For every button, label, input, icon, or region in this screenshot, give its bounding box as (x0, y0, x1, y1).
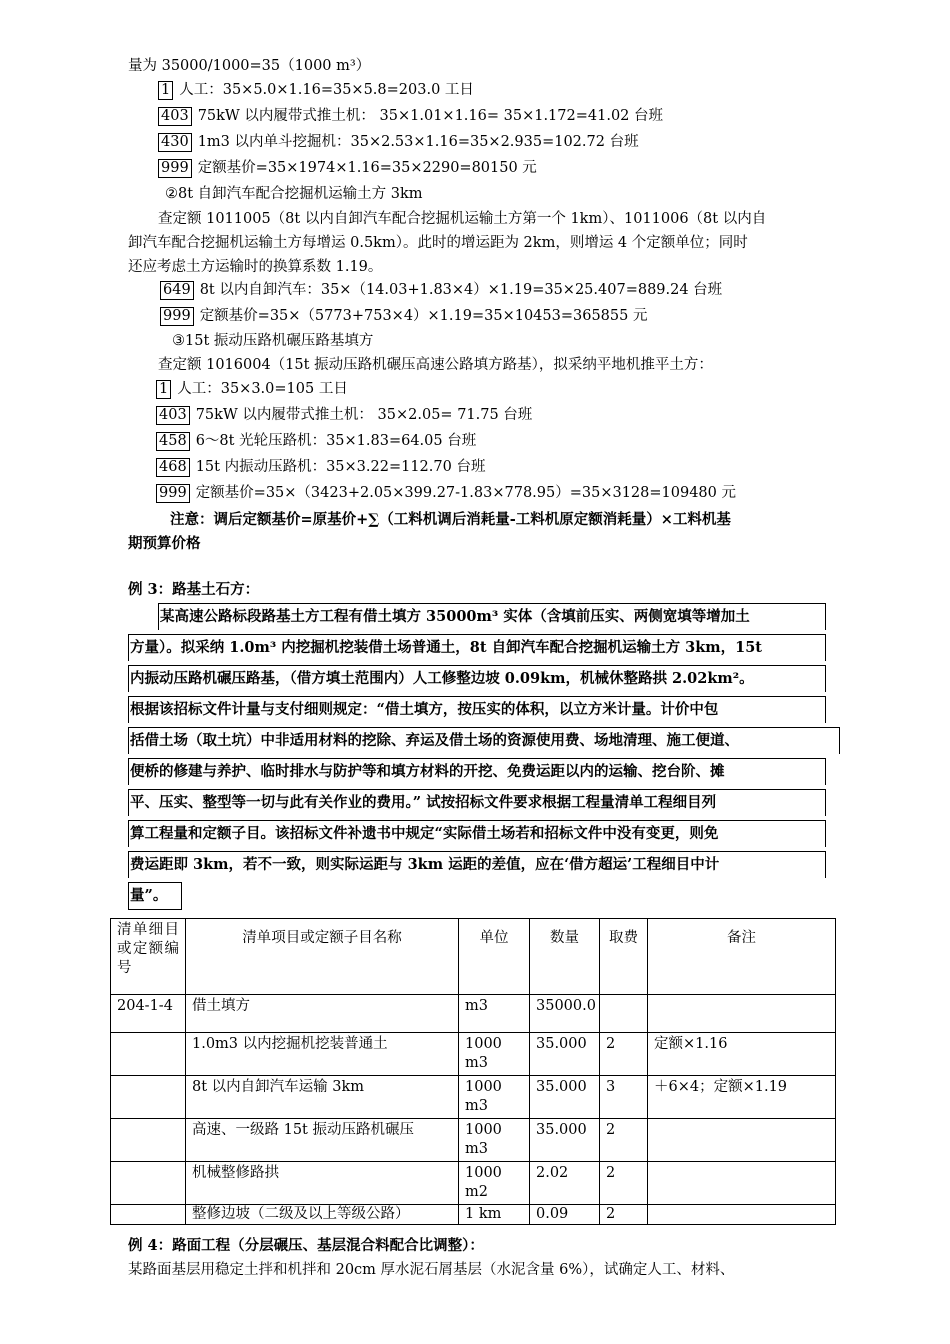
name-cell: 高速、一级路 15t 振动压路机碾压 (186, 1119, 459, 1162)
text-line: 还应考虑土方运输时的换算系数 1.19。 (128, 259, 383, 275)
calc-line (156, 483, 736, 503)
calc-line (156, 457, 485, 477)
problem-line: 内振动压路机碾压路基，（借方填土范围内）人工修整边坡 0.09km，机械休整路拱 2.02km²。 (128, 665, 826, 692)
qty-cell: 35000.0 (530, 995, 600, 1033)
calc-line (158, 106, 663, 126)
note-cell: 定额×1.16 (648, 1033, 836, 1076)
header-cell: 清单细目或定额编号 (111, 919, 186, 995)
quota-code: 1 (158, 81, 173, 100)
calc-text: 1m3 以内单斗挖掘机：35×2.53×1.16=35×2.935=102.72 台班 (197, 134, 639, 150)
code-cell: 204-1-4 (111, 995, 186, 1033)
code-cell (111, 1205, 186, 1225)
calc-line (160, 280, 722, 300)
quota-code: 468 (156, 458, 190, 477)
unit-cell: 1000 m3 (459, 1033, 530, 1076)
table-row (111, 1033, 836, 1076)
problem-line: 算工程量和定额子目。该招标文件补遗书中规定“实际借土场若和招标文件中没有变更，则免 (128, 820, 826, 847)
problem-line: 某高速公路标段路基土方工程有借土填方 35000m³ 实体（含填前压实、两侧宽填等增加土 (158, 603, 826, 630)
table-row (111, 1162, 836, 1205)
qty-cell: 2.02 (530, 1162, 600, 1205)
qty-cell: 0.09 (530, 1205, 600, 1225)
qty-cell: 35.000 (530, 1076, 600, 1119)
quota-code: 403 (158, 107, 192, 126)
table-row (111, 1119, 836, 1162)
calc-line (156, 379, 348, 399)
table-row (111, 995, 836, 1033)
calc-text: 75kW 以内履带式推土机： 35×2.05= 71.75 台班 (195, 407, 533, 423)
header-cell: 取费 (600, 919, 648, 995)
problem-line: 平、压实、整型等一切与此有关作业的费用。” 试按招标文件要求根据工程量清单工程细目列 (128, 789, 826, 816)
name-cell: 机械整修路拱 (186, 1162, 459, 1205)
qty-cell: 35.000 (530, 1033, 600, 1076)
unit-cell: m3 (459, 995, 530, 1033)
quota-code: 999 (158, 159, 192, 178)
quota-code: 403 (156, 406, 190, 425)
qty-cell: 35.000 (530, 1119, 600, 1162)
text-line: 卸汽车配合挖掘机运输土方每增运 0.5km）。此时的增运距为 2km，则增运 4 个定额单位；同时 (128, 235, 748, 251)
example-4-title: 例 4：路面工程（分层碾压、基层混合料配合比调整）： (128, 1237, 484, 1254)
name-cell: 1.0m3 以内挖掘机挖装普通土 (186, 1033, 459, 1076)
subsection-heading: ②8t 自卸汽车配合挖掘机运输土方 3km (165, 186, 423, 202)
table-header-row (111, 919, 836, 995)
code-cell (111, 1119, 186, 1162)
calc-line (158, 132, 639, 152)
text-line: 某路面基层用稳定土拌和机拌和 20cm 厚水泥石屑基层（水泥含量 6%），试确定人工、材料、 (128, 1262, 735, 1278)
quota-code: 458 (156, 432, 190, 451)
text-line: 量为 35000/1000=35（1000 m³） (128, 58, 371, 74)
problem-line: 便桥的修建与养护、临时排水与防护等和填方材料的开挖、免费运距以内的运输、挖台阶、摊 (128, 758, 826, 785)
subsection-heading: ③15t 振动压路机碾压路基填方 (172, 333, 374, 349)
example-3-title: 例 3：路基土石方： (128, 581, 260, 598)
note-line: 期预算价格 (128, 535, 201, 552)
fee-cell (600, 995, 648, 1033)
note-cell: ＋6×4；定额×1.19 (648, 1076, 836, 1119)
calc-text: 15t 内振动压路机：35×3.22=112.70 台班 (195, 459, 486, 475)
quantity-table (110, 918, 836, 1225)
note-cell (648, 995, 836, 1033)
problem-line: 量”。 (128, 882, 182, 910)
table-row (111, 1205, 836, 1225)
quota-code: 649 (160, 281, 194, 300)
quota-code: 999 (160, 307, 194, 326)
header-cell: 数量 (530, 919, 600, 995)
header-cell: 单位 (459, 919, 530, 995)
text-line: 查定额 1016004（15t 振动压路机碾压高速公路填方路基），拟采纳平地机推平土方： (158, 357, 713, 373)
calc-line (158, 80, 474, 100)
problem-line: 方量）。拟采纳 1.0m³ 内挖掘机挖装借土场普通土，8t 自卸汽车配合挖掘机运输土方 3km，15t (128, 634, 826, 661)
calc-text: 75kW 以内履带式推土机： 35×1.01×1.16= 35×1.172=41.02 台班 (197, 108, 664, 124)
code-cell (111, 1076, 186, 1119)
note-cell (648, 1162, 836, 1205)
text-line: 查定额 1011005（8t 以内自卸汽车配合挖掘机运输土方第一个 1km）、1011006（8t 以内自 (158, 211, 767, 227)
calc-text: 6～8t 光轮压路机：35×1.83=64.05 台班 (195, 433, 477, 449)
fee-cell: 2 (600, 1205, 648, 1225)
header-cell: 清单项目或定额子目名称 (186, 919, 459, 995)
unit-cell: 1000 m2 (459, 1162, 530, 1205)
calc-text: 8t 以内自卸汽车：35×（14.03+1.83×4）×1.19=35×25.407=889.24 台班 (199, 282, 723, 298)
calc-text: 定额基价=35×1974×1.16=35×2290=80150 元 (197, 160, 537, 176)
fee-cell: 3 (600, 1076, 648, 1119)
quota-code: 1 (156, 380, 171, 399)
code-cell (111, 1162, 186, 1205)
calc-text: 定额基价=35×（3423+2.05×399.27-1.83×778.95）=35×3128=109480 元 (195, 485, 736, 501)
fee-cell: 2 (600, 1119, 648, 1162)
unit-cell: 1000 m3 (459, 1119, 530, 1162)
calc-line (158, 158, 537, 178)
table-row (111, 1076, 836, 1119)
code-cell (111, 1033, 186, 1076)
calc-text: 人工：35×5.0×1.16=35×5.8=203.0 工日 (179, 82, 474, 98)
quota-code: 430 (158, 133, 192, 152)
header-cell: 备注 (648, 919, 836, 995)
note-line: 注意：调后定额基价=原基价+∑（工料机调后消耗量-工料机原定额消耗量）×工料机基 (170, 511, 731, 528)
calc-text: 人工：35×3.0=105 工日 (177, 381, 348, 397)
quota-code: 999 (156, 484, 190, 503)
calc-text: 定额基价=35×（5773+753×4）×1.19=35×10453=365855 元 (199, 308, 648, 324)
name-cell: 借土填方 (186, 995, 459, 1033)
problem-line: 费运距即 3km，若不一致，则实际运距与 3km 运距的差值，应在‘借方超运’工程细目中计 (128, 851, 826, 878)
problem-line: 括借土场（取土坑）中非适用材料的挖除、弃运及借土场的资源使用费、场地清理、施工便道、 (128, 727, 840, 754)
fee-cell: 2 (600, 1033, 648, 1076)
fee-cell: 2 (600, 1162, 648, 1205)
name-cell: 整修边坡（二级及以上等级公路） (186, 1205, 459, 1225)
unit-cell: 1000 m3 (459, 1076, 530, 1119)
calc-line (156, 405, 532, 425)
calc-line (160, 306, 647, 326)
note-cell (648, 1205, 836, 1225)
unit-cell: 1 km (459, 1205, 530, 1225)
calc-line (156, 431, 476, 451)
problem-line: 根据该招标文件计量与支付细则规定：“借土填方，按压实的体积，以立方米计量。计价中包 (128, 696, 826, 723)
name-cell: 8t 以内自卸汽车运输 3km (186, 1076, 459, 1119)
note-cell (648, 1119, 836, 1162)
